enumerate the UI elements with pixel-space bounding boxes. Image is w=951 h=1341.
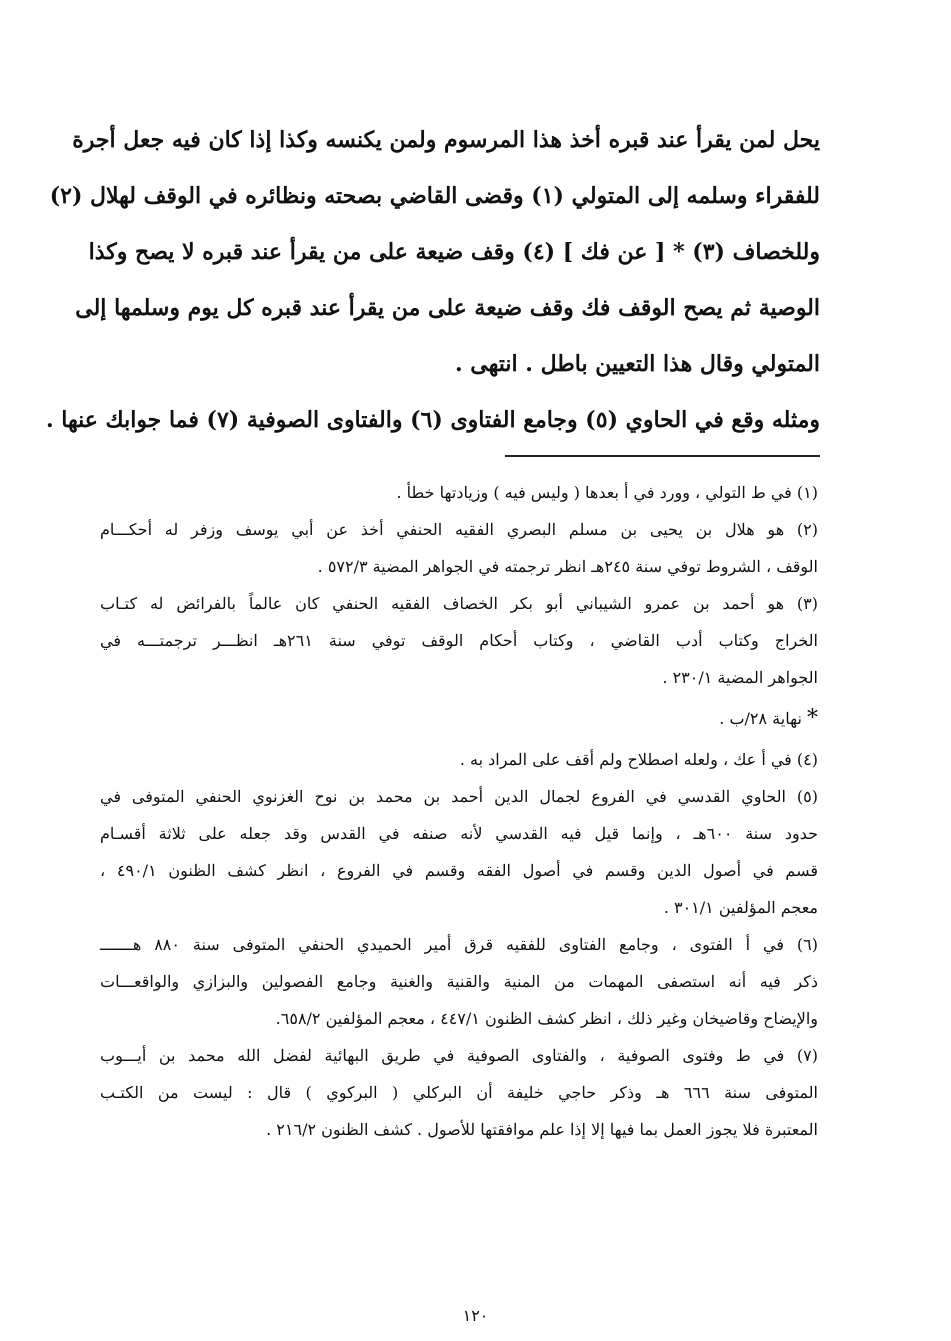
footnote-4 bbox=[100, 741, 818, 778]
footnote-2 bbox=[100, 511, 818, 585]
folio-marker-text: نهاية ٢٨/ب . bbox=[719, 709, 802, 728]
footnote-line: معجم المؤلفين ٣٠١/١ . bbox=[663, 898, 818, 917]
main-line: وللخصاف (٣) * [ عن فك ] (٤) وقف ضيعة على من يقرأ عند قبره لا يصح وكذا bbox=[88, 239, 820, 265]
footnote-line: المتوفى سنة ٦٦٦ هـ وذكر حاجي خليفة أن البركلي ( البركوي ) قال : ليست من الكتـب bbox=[100, 1083, 818, 1102]
footnote-line: الخراج وكتاب أدب القاضي ، وكتاب أحكام الوقف توفي سنة ٢٦١هـ انظـــر ترجمتـــه في bbox=[100, 631, 818, 650]
footnote-separator bbox=[505, 455, 820, 457]
asterisk-icon: * bbox=[807, 706, 818, 731]
folio-marker bbox=[100, 700, 818, 737]
main-line: المتولي وقال هذا التعيين باطل . انتهى . bbox=[454, 351, 820, 377]
main-line: ومثله وقع في الحاوي (٥) وجامع الفتاوى (٦) والفتاوى الصوفية (٧) فما جوابك عنها . bbox=[45, 407, 820, 433]
footnote-1 bbox=[100, 474, 818, 511]
footnote-3 bbox=[100, 585, 818, 696]
footnotes bbox=[100, 474, 818, 1148]
footnote-line: الجواهر المضية ٢٣٠/١ . bbox=[662, 668, 818, 687]
main-text bbox=[45, 118, 820, 454]
footnote-line: حدود سنة ٦٠٠هـ ، وإنما قيل فيه القدسي لأنه صنفه في القدس وقد جعله على ثلاثة أقسـام bbox=[100, 824, 819, 843]
footnote-line: (١) في ط التولي ، وورد في أ بعدها ( وليس فيه ) وزيادتها خطأ . bbox=[396, 483, 818, 502]
footnote-line: (٣) هو أحمد بن عمرو الشيباني أبو بكر الخصاف الفقيه الحنفي كان عالماً بالفرائض له كتـاب bbox=[100, 594, 819, 613]
footnote-line: والإيضاح وقاضيخان وغير ذلك ، انظر كشف الظنون ٤٤٧/١ ، معجم المؤلفين ٦٥٨/٢. bbox=[275, 1009, 818, 1028]
footnote-6 bbox=[100, 926, 818, 1037]
footnote-line: ذكر فيه أنه استصفى المهمات من المنية والقنية والغنية وجامع الفصولين والبزازي والواقعـــات bbox=[100, 972, 818, 991]
main-line: يحل لمن يقرأ عند قبره أخذ هذا المرسوم ولمن يكنسه وكذا إذا كان فيه جعل أجرة bbox=[72, 127, 820, 153]
footnote-line: المعتبرة فلا يجوز العمل بما فيها إلا إذا علم موافقتها للأصول . كشف الظنون ٢١٦/٢ . bbox=[266, 1120, 818, 1139]
footnote-line: (٧) في ط وفتوى الصوفية ، والفتاوى الصوفية في طريق البهائية لفضل الله محمد بن أيـــوب bbox=[100, 1046, 818, 1065]
footnote-line: قسم في أصول الدين وقسم في أصول الفقه وقسم في الفروع ، انظر كشف الظنون ٤٩٠/١ ، bbox=[100, 861, 819, 880]
main-line: الوصية ثم يصح الوقف فك وقف ضيعة على من يقرأ عند قبره كل يوم وسلمها إلى bbox=[75, 295, 820, 321]
page-number: ١٢٠ bbox=[462, 1306, 489, 1325]
footnote-line: (٥) الحاوي القدسي في الفروع لجمال الدين أحمد بن محمد بن نوح الغزنوي الحنفي المتوفى في bbox=[100, 787, 818, 806]
footnote-5 bbox=[100, 778, 818, 926]
footnote-line: الوقف ، الشروط توفي سنة ٢٤٥هـ انظر ترجمته في الجواهر المضية ٥٧٢/٣ . bbox=[317, 557, 818, 576]
footnote-7 bbox=[100, 1037, 818, 1148]
footnote-line: (٦) في أ الفتوى ، وجامع الفتاوى للفقيه قرق أمير الحميدي الحنفي المتوفى سنة ٨٨٠ هـــــــ bbox=[100, 935, 818, 954]
main-line: للفقراء وسلمه إلى المتولي (١) وقضى القاضي بصحته ونظائره في الوقف لهلال (٢) bbox=[49, 183, 820, 209]
footnote-line: (٤) في أ عك ، ولعله اصطلاح ولم أقف على المراد به . bbox=[459, 750, 818, 769]
footnote-line: (٢) هو هلال بن يحيى بن مسلم البصري الفقيه الحنفي أخذ عن أبي يوسف وزفر له أحكـــام bbox=[100, 520, 818, 539]
